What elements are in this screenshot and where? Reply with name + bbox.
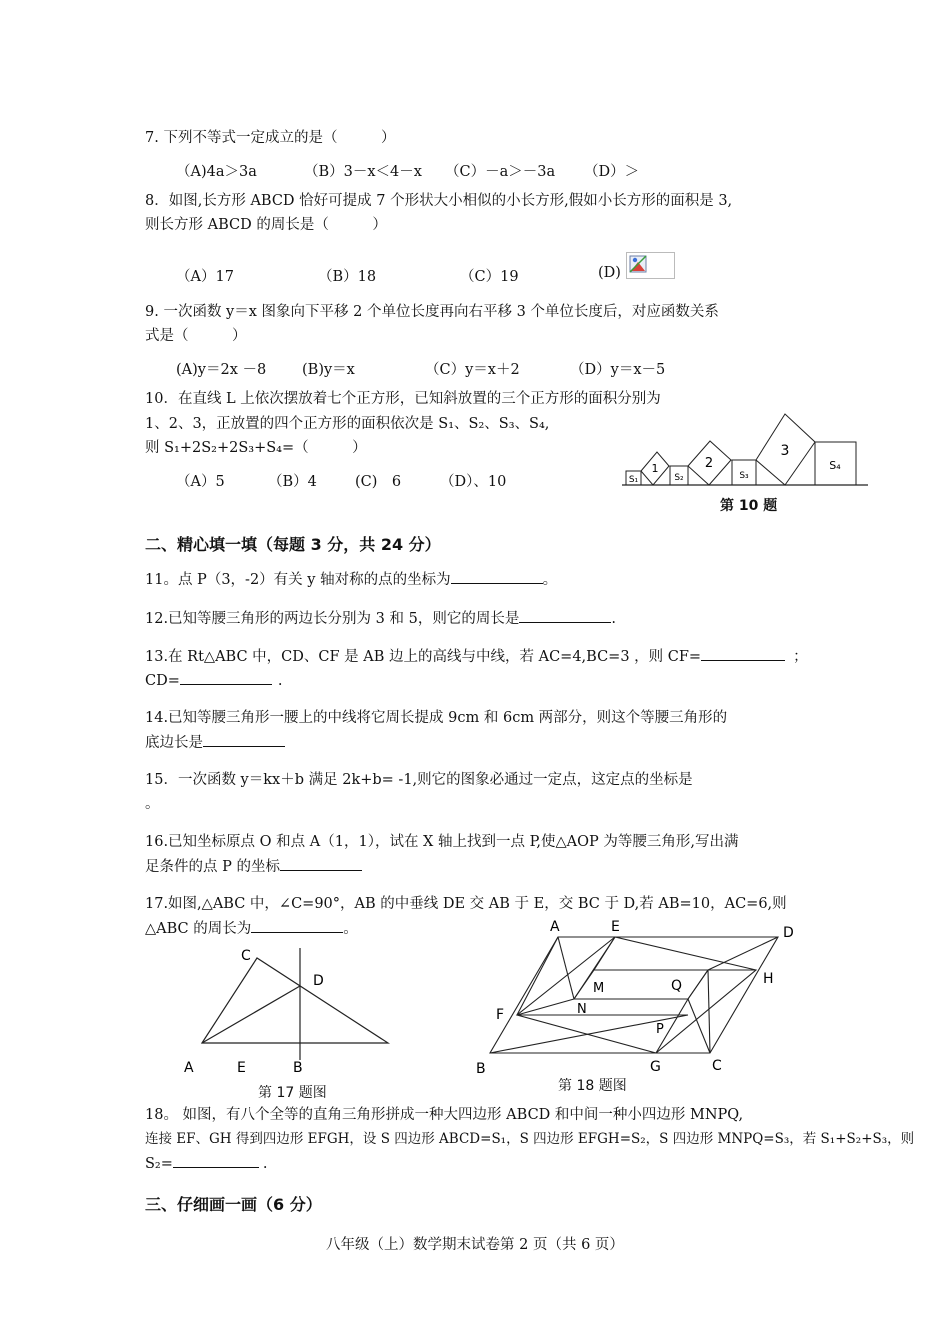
q10-line3: 则 S₁+2S₂+2S₃+S₄=（ ） xyxy=(145,440,367,456)
label-a: A xyxy=(184,1060,194,1076)
q8-line1: 8．如图,长方形 ABCD 恰好可提成 7 个形状大小相似的小长方形,假如小长方形的面积是 3, xyxy=(145,193,733,209)
q18-line3-end: . xyxy=(262,1156,268,1172)
q7-option-a: （A)4a＞3a xyxy=(176,164,257,180)
label-s3: S₃ xyxy=(739,471,749,481)
label-s2: S₂ xyxy=(674,473,684,483)
q16-line2: 足条件的点 P 的坐标 xyxy=(145,859,280,875)
q18-parallelogram-figure xyxy=(470,915,810,1080)
q7-option-c: （C）－a＞－3a xyxy=(445,164,556,180)
q13-cf-blank[interactable] xyxy=(701,646,785,661)
q9-line2: 式是（ ） xyxy=(145,328,247,344)
q13-row2 xyxy=(145,670,282,691)
label-s4: S₄ xyxy=(829,459,841,472)
label-d: D xyxy=(783,925,794,941)
q12-text: 12.已知等腰三角形的两边长分别为 3 和 5，则它的周长是 xyxy=(145,611,520,627)
q18-line1: 18。 如图，有八个全等的直角三角形拼成一种大四边形 ABCD 和中间一种小四边形 MNPQ, xyxy=(145,1107,744,1123)
label-2: 2 xyxy=(704,456,714,471)
label-n: N xyxy=(577,1002,587,1017)
label-b: B xyxy=(293,1060,303,1076)
q11-text: 11。点 P（3，-2）有关 y 轴对称的点的坐标为 xyxy=(145,572,451,588)
q17-line2: △ABC 的周长为 xyxy=(145,921,252,937)
q13-line2-end: . xyxy=(277,673,283,689)
label-s1: S₁ xyxy=(628,475,639,485)
q17-triangle-figure xyxy=(175,940,405,1080)
parallelogram-abcd xyxy=(490,937,778,1053)
label-q: Q xyxy=(671,978,683,994)
page-footer: 八年级（上）数学期末试卷第 2 页（共 6 页） xyxy=(326,1237,624,1253)
q14-line1: 14.已知等腰三角形一腰上的中线将它周长提成 9cm 和 6cm 两部分，则这个等腰三角形的 xyxy=(145,710,728,726)
q17-answer-blank[interactable] xyxy=(251,918,343,933)
label-1: 1 xyxy=(651,462,659,475)
q16-line1: 16.已知坐标原点 O 和点 A（1，1），试在 X 轴上找到一点 P,使△AOP 为等腰三角形,写出满 xyxy=(145,834,739,850)
q18-figure-caption: 第 18 题图 xyxy=(558,1078,627,1094)
q16-answer-blank[interactable] xyxy=(280,856,362,871)
q9-line1: 9. 一次函数 y＝x 图象向下平移 2 个单位长度再向右平移 3 个单位长度后，对应函数关系 xyxy=(145,304,719,320)
q14-row2 xyxy=(145,732,285,753)
q12-row xyxy=(145,608,616,629)
q15-line2: 。 xyxy=(145,796,160,812)
label-c: C xyxy=(241,948,251,964)
q8-option-b: （B）18 xyxy=(318,269,377,285)
q18-line2: 连接 EF、GH 得到四边形 EFGH，设 S 四边形 ABCD=S₁，S 四边形 EFGH=S₂，S 四边形 MNPQ=S₃，若 S₁+S₂+S₃，则 xyxy=(145,1131,915,1147)
q18-row3 xyxy=(145,1153,268,1174)
q9-option-b: (B)y＝x xyxy=(302,362,355,378)
segment-ad xyxy=(202,986,300,1043)
q10-option-c: (C) 6 xyxy=(355,474,402,490)
q10-option-d: （D）、10 xyxy=(440,474,507,490)
q11-answer-blank[interactable] xyxy=(451,569,543,584)
q9-option-c: （C）y＝x＋2 xyxy=(425,362,520,378)
q9-option-d: （D）y＝x－5 xyxy=(570,362,666,378)
q7-option-b: （B）3－x＜4－x xyxy=(304,164,422,180)
q8-option-d: (D) xyxy=(598,265,621,281)
q11-end: 。 xyxy=(542,572,558,588)
q13-cd-blank[interactable] xyxy=(180,670,272,685)
q12-end: . xyxy=(611,611,616,627)
q10-option-b: （B）4 xyxy=(268,474,317,490)
q17-line1: 17.如图,△ABC 中，∠C=90°，AB 的中垂线 DE 交 AB 于 E，交 BC 于 D,若 AB=10，AC=6,则 xyxy=(145,896,787,912)
triangle-abc xyxy=(202,958,388,1043)
q10-line1: 10．在直线 L 上依次摆放着七个正方形，已知斜放置的三个正方形的面积分别为 xyxy=(145,391,661,407)
q10-option-a: （A）5 xyxy=(176,474,225,490)
label-a: A xyxy=(550,919,560,935)
q17-end: 。 xyxy=(343,921,358,937)
q17-row2 xyxy=(145,918,358,939)
label-e: E xyxy=(611,919,620,935)
label-3: 3 xyxy=(780,443,790,459)
label-b: B xyxy=(476,1061,486,1077)
q15-line1: 15．一次函数 y＝kx＋b 满足 2k+b= -1,则它的图象必通过一定点，这定点的坐标是 xyxy=(145,772,693,788)
label-e: E xyxy=(237,1060,246,1076)
q18-line3: S₂= xyxy=(145,1156,173,1172)
q9-option-a: (A)y＝2x －8 xyxy=(176,362,267,378)
q10-squares-figure xyxy=(618,405,873,490)
q17-figure-caption: 第 17 题图 xyxy=(258,1085,327,1101)
q7-option-d: （D）＞ xyxy=(584,164,640,180)
q8-option-a: （A）17 xyxy=(176,269,234,285)
section3-heading: 三、仔细画一画（6 分） xyxy=(145,1195,322,1214)
q10-figure-caption: 第 10 题 xyxy=(720,498,778,514)
q14-answer-blank[interactable] xyxy=(203,732,285,747)
q13-line2: CD= xyxy=(145,673,180,689)
label-c: C xyxy=(712,1058,722,1074)
q10-line2: 1、2、3，正放置的四个正方形的面积依次是 S₁、S₂、S₃、S₄, xyxy=(145,416,550,432)
label-d: D xyxy=(313,973,324,989)
q13-row1 xyxy=(145,646,808,667)
q14-line2: 底边长是 xyxy=(145,735,203,751)
label-p: P xyxy=(656,1022,664,1037)
q8-line2: 则长方形 ABCD 的周长是（ ） xyxy=(145,217,387,233)
label-m: M xyxy=(593,981,605,996)
q7-stem: 7. 下列不等式一定成立的是（ ） xyxy=(145,130,396,146)
q18-answer-blank[interactable] xyxy=(173,1153,259,1168)
q8-option-c: （C）19 xyxy=(460,269,519,285)
q11-row xyxy=(145,569,557,590)
q13-line1-end: ； xyxy=(793,649,808,665)
section2-heading: 二、精心填一填（每题 3 分，共 24 分） xyxy=(145,535,441,554)
label-f: F xyxy=(496,1007,505,1023)
q12-answer-blank[interactable] xyxy=(519,608,611,623)
q16-row2 xyxy=(145,856,362,877)
broken-image-icon xyxy=(626,252,676,280)
q13-line1: 13.在 Rt△ABC 中，CD、CF 是 AB 边上的高线与中线，若 AC=4,BC=3 ，则 CF= xyxy=(145,649,702,665)
label-h: H xyxy=(763,971,774,987)
label-g: G xyxy=(650,1059,661,1075)
